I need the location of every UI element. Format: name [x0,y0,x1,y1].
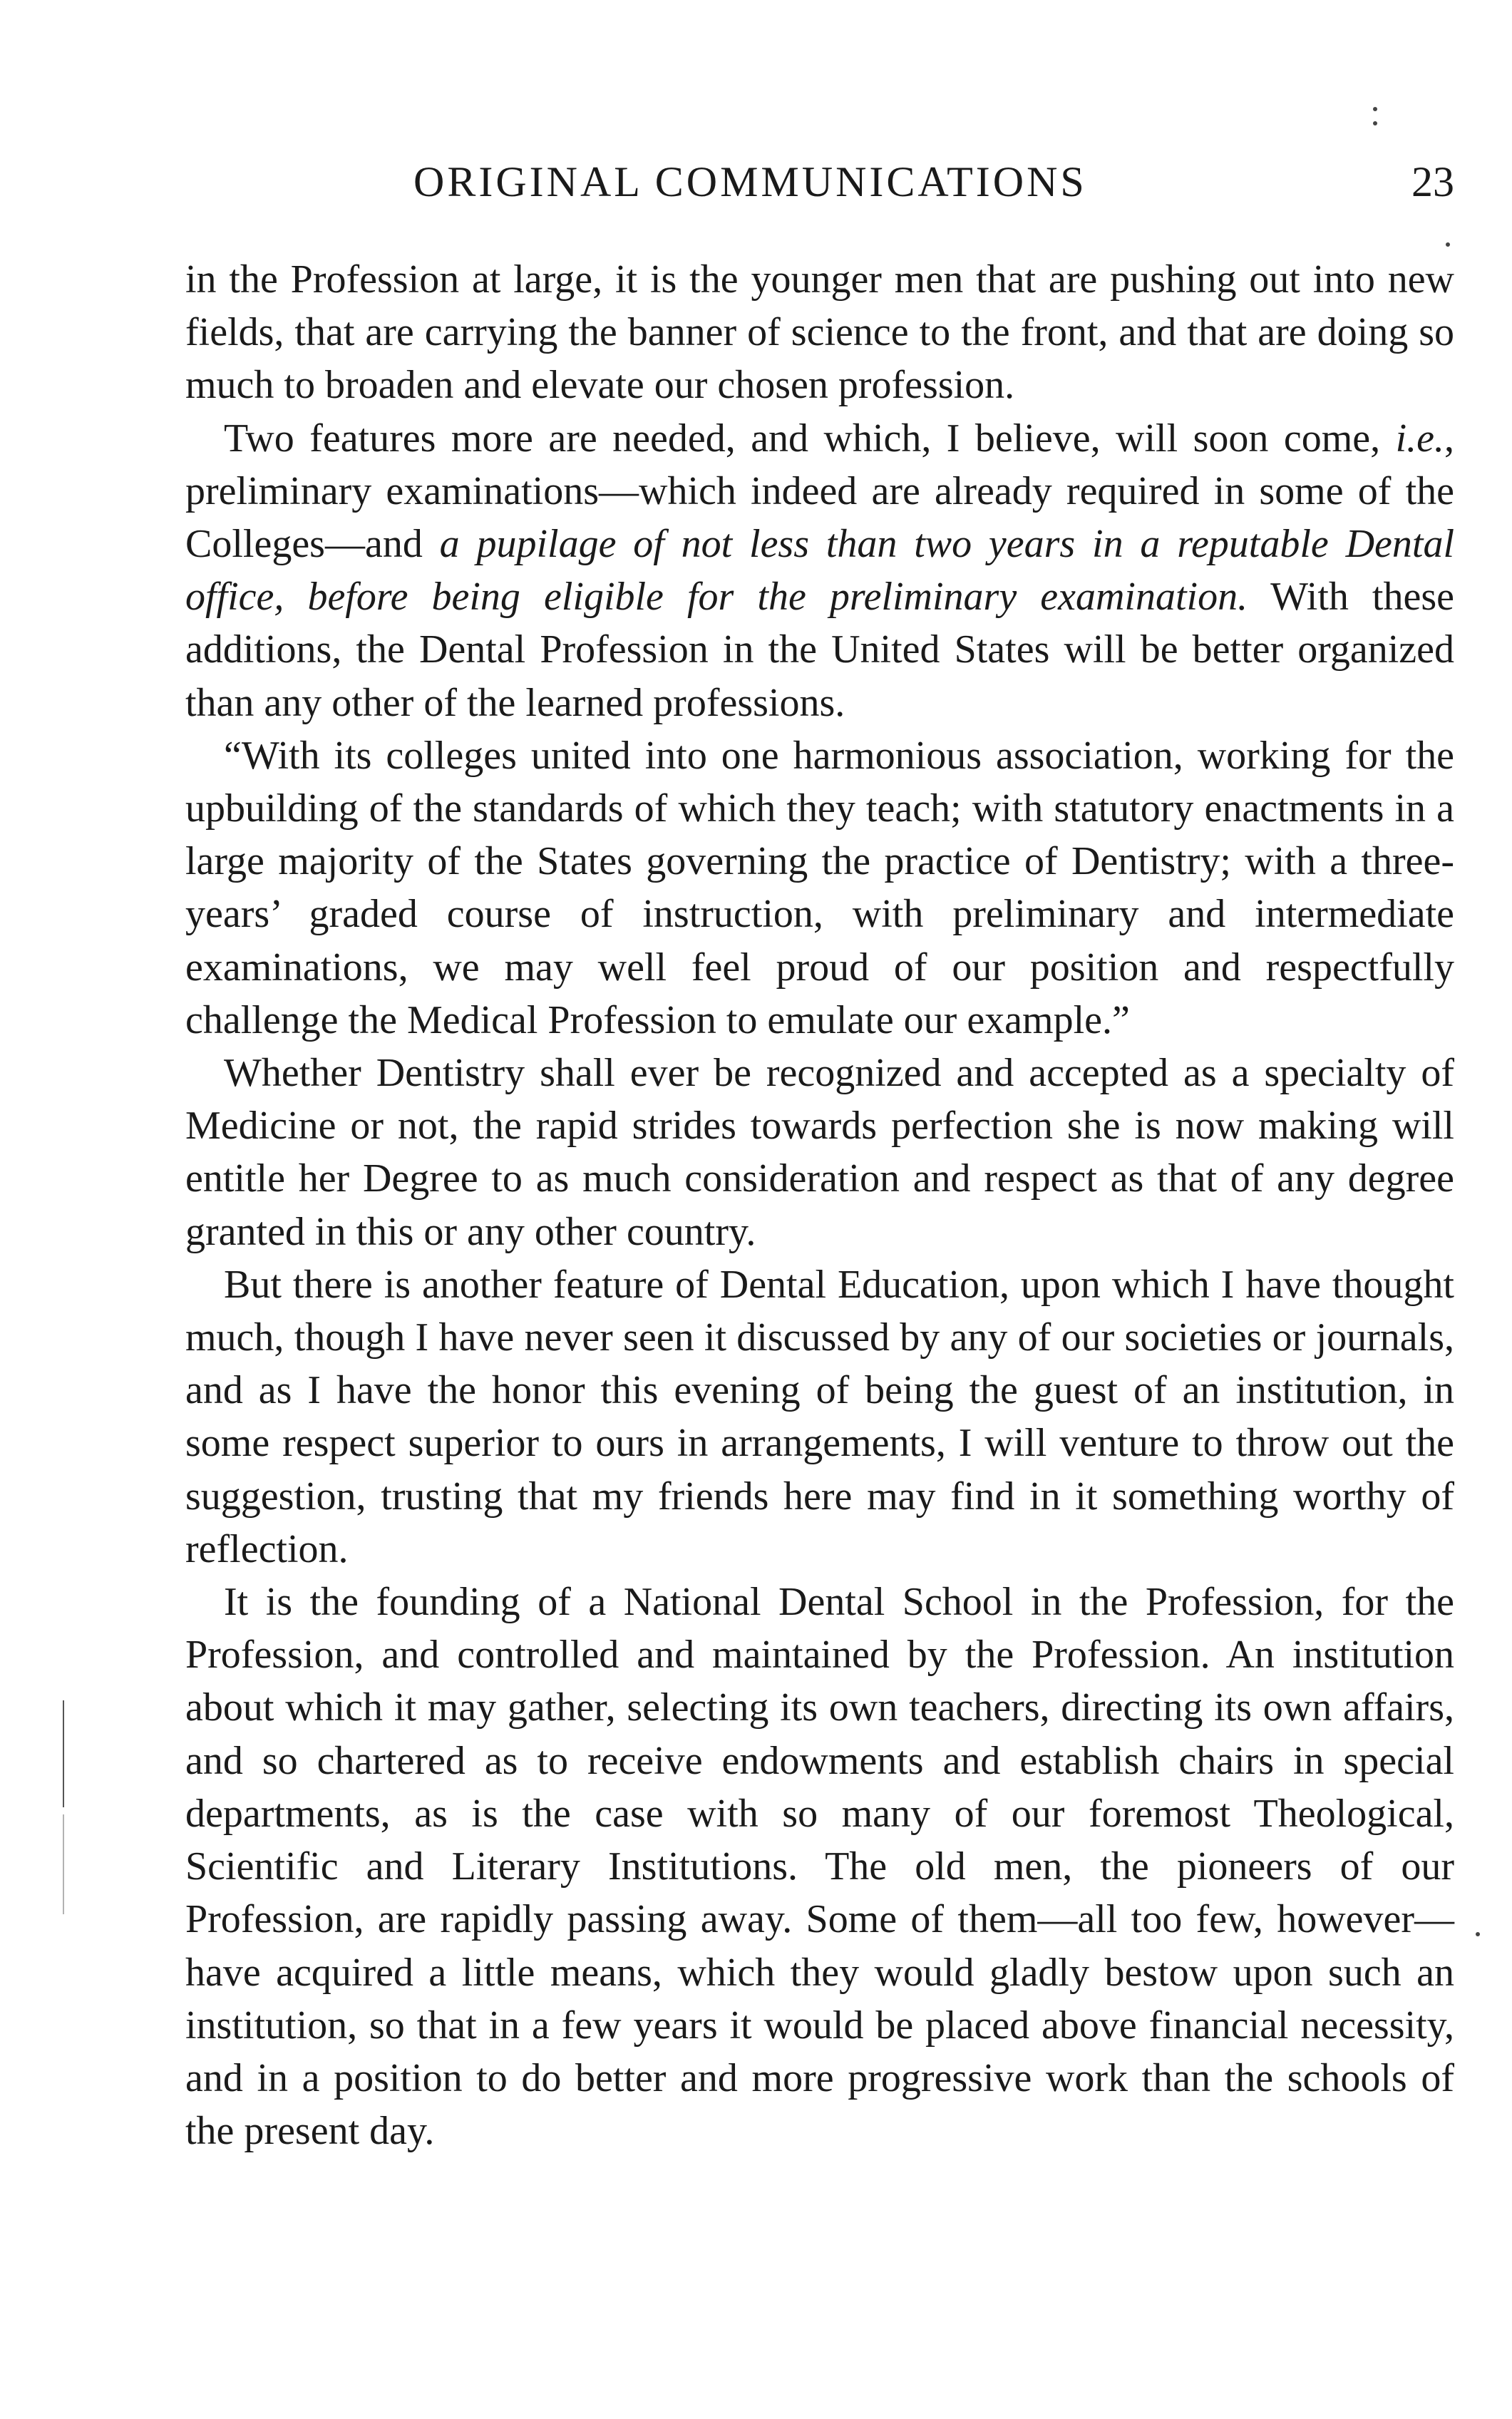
paragraph-3-quotation [185,729,1454,1047]
italic-abbreviation: i.e. [1395,416,1444,461]
text-run: in the Profession at large, it is the younger men that are pushing out into new fields, that are carrying the banner of science to the front, and that are doing so much to broaden and elevate our chosen profession. [185,257,1454,408]
margin-line-faint [63,1814,64,1914]
speck-mark [1476,1932,1480,1936]
page-number: 23 [1411,158,1454,205]
text-run: Two features more are needed, and which, I believe, will soon come, [224,416,1396,461]
text-run: It is the founding of a National Dental School in the Profession, for the Profession, and controlled and maintained by the Profession. An institution about which it may gather, selecting its own teachers, directing its own affairs, and so chartered as to receive endowments and establish chairs in special departments, as is the case with so many of our foremost Theological, Scientific and Literary Institutions. The old men, the pioneers of our Profession, are rapidly passing away. Some of them—all too few, however—have acquired a little means, which they would gladly bestow upon such an institution, so that in a few years it would be placed above financial necessity, and in a position to do better and more progressive work than the schools of the present day. [185,1580,1454,2154]
text-run: With these additions, the Dental Profession in the United States will be better organized than any other of the learned professions. [185,575,1454,725]
speck-mark [1373,107,1377,111]
text-run: “With its colleges united into one harmonious association, working for the upbuilding of the standards of which they teach; with statutory enactments in a large majority of the States governing the practice of Dentistry; with a three-years’ graded course of instruction, with preliminary and intermediate examinations, we may well feel proud of our position and respectfully challenge the Medical Profession to emulate our example.” [185,733,1454,1042]
text-run: , preliminary examinations—which indeed are already required in some of the Colleges—and [185,416,1454,567]
margin-line [63,1700,64,1807]
paragraph-2 [185,412,1454,729]
speck-mark [1373,121,1377,125]
paragraph-4 [185,1047,1454,1258]
speck-mark [1446,242,1450,247]
page-header [185,153,1454,210]
paragraph-1 [185,253,1454,412]
paragraph-5 [185,1258,1454,1576]
paragraph-6 [185,1576,1454,2157]
italic-emphasis: a pupilage of not less than two years in a reputable Dental office, before being eligible for the preliminary examination. [185,522,1455,620]
text-run: But there is another feature of Dental Education, upon which I have thought much, though I have never seen it discussed by any of our societies or journals, and as I have the honor this evening of being the guest of an institution, in some respect superior to ours in arrangements, I will venture to throw out the suggestion, trusting that my friends here may find in it something worthy of reflection. [185,1262,1454,1571]
text-run: Whether Dentistry shall ever be recognized and accepted as a specialty of Medicine or not, the rapid strides towards perfection she is now making will entitle her Degree to as much consideration and respect as that of any degree granted in this or any other country. [185,1051,1454,1254]
body-text [185,253,1454,2157]
running-head: ORIGINAL COMMUNICATIONS [413,158,1087,205]
